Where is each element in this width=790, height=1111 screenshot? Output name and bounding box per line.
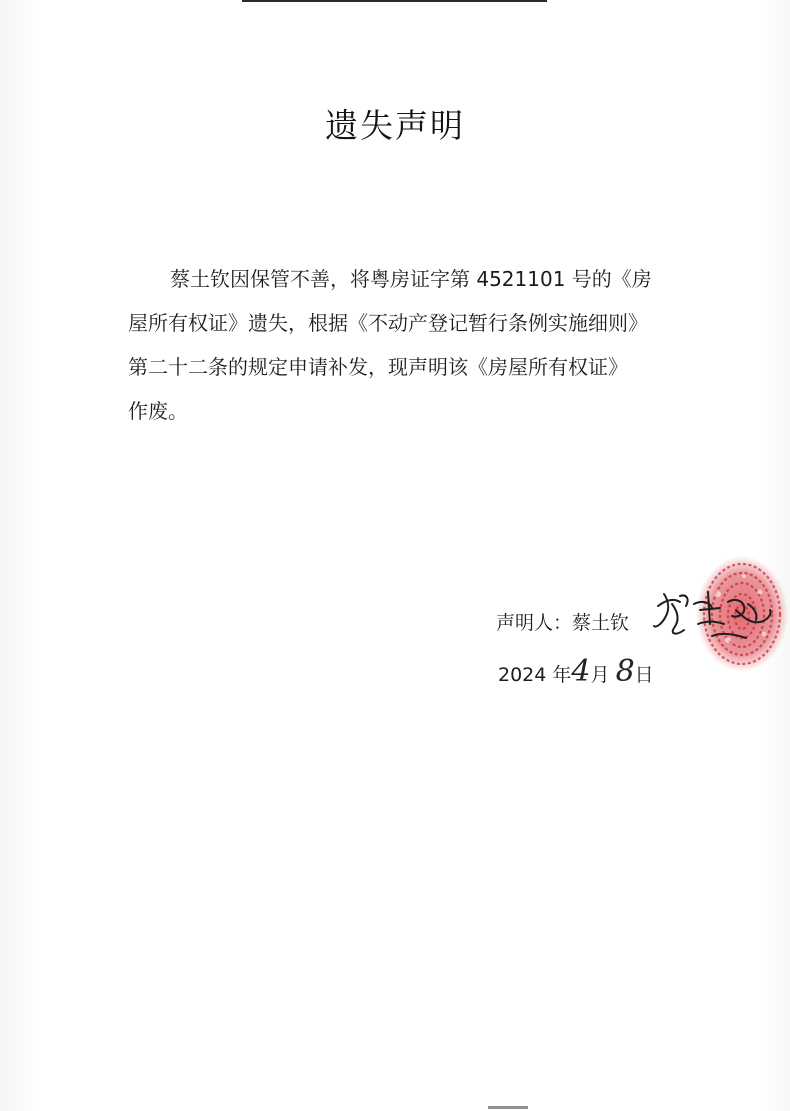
top-edge-line: [242, 0, 547, 2]
date-day-label: 日: [634, 664, 654, 686]
date-year: 2024 年: [498, 664, 572, 686]
date-day-handwritten: 8: [615, 654, 635, 689]
paragraph-line: 蔡土钦因保管不善，将粤房证字第 4521101 号的《房: [170, 267, 652, 291]
date-line: [498, 654, 654, 689]
declarant-label: 声明人：: [496, 612, 573, 634]
date-month-handwritten: 4: [571, 654, 591, 689]
declarant-line: [496, 608, 629, 635]
date-month-label: 月: [590, 664, 610, 686]
declarant-name: 蔡土钦: [572, 612, 630, 634]
paragraph-line: 作废。: [128, 399, 188, 423]
paragraph-line: 屋所有权证》遗失，根据《不动产登记暂行条例实施细则》: [128, 311, 648, 335]
handwritten-signature: [650, 584, 780, 654]
paragraph-line: 第二十二条的规定申请补发，现声明该《房屋所有权证》: [128, 355, 628, 379]
page-title: 遗失声明: [325, 106, 465, 145]
bottom-edge-mark: [488, 1106, 528, 1109]
statement-paragraph: [128, 257, 688, 433]
